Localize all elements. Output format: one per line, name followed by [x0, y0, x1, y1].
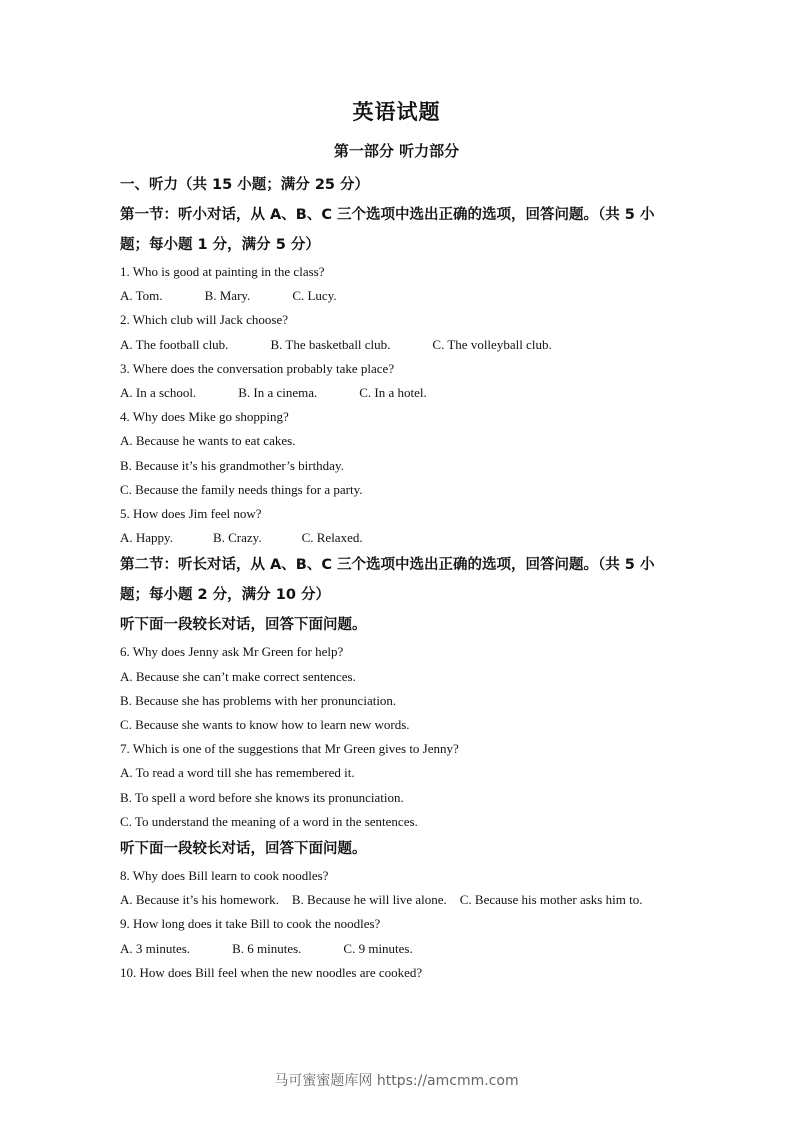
watermark-footer: 马可蜜蜜题库网 https://amcmm.com: [274, 1073, 519, 1089]
question-3: 3. Where does the conversation probably take place?: [120, 360, 395, 376]
question-9: 9. How long does it take Bill to cook the noodles?: [120, 916, 381, 932]
question-6-option-c: C. Because she wants to know how to learn new words.: [120, 717, 410, 733]
question-10: 10. How does Bill feel when the new noodles are cooked?: [120, 964, 423, 980]
question-8-options: [120, 888, 670, 912]
question-6: 6. Why does Jenny ask Mr Green for help?: [120, 644, 344, 660]
option-b: B. In a cinema.: [238, 385, 318, 401]
question-2: 2. Which club will Jack choose?: [120, 312, 288, 328]
option-b: B. Crazy.: [212, 530, 262, 546]
question-6-option-a: A. Because she can’t make correct sentences.: [120, 668, 356, 684]
option-c: C. 9 minutes.: [343, 940, 413, 956]
question-7: 7. Which is one of the suggestions that Mr Green gives to Jenny?: [120, 741, 459, 757]
option-a: A. 3 minutes.: [120, 940, 191, 956]
question-5-options: [120, 526, 680, 550]
question-7-option-a: A. To read a word till she has remembered it.: [120, 765, 355, 781]
option-a: A. Because it’s his homework.: [120, 892, 279, 908]
question-7-option-b: B. To spell a word before she knows its pronunciation.: [120, 789, 404, 805]
question-3-options: [120, 381, 680, 405]
question-1: 1. Who is good at painting in the class?: [120, 264, 325, 279]
option-c: C. In a hotel.: [359, 385, 427, 401]
dialog-heading: 听下面一段较长对话，回答下面问题。: [120, 841, 367, 858]
question-8: 8. Why does Bill learn to cook noodles?: [120, 868, 329, 884]
part-one-heading: 第一节：听小对话，从 A、B、C 三个选项中选出正确的选项，回答问题。（共 5 小题；每小题 1 分，满分 5 分）: [120, 207, 655, 253]
question-4-option-a: A. Because he wants to eat cakes.: [120, 433, 296, 449]
option-c: C. Relaxed.: [301, 530, 363, 546]
question-6-option-b: B. Because she has problems with her pronunciation.: [120, 692, 397, 708]
option-b: B. Mary.: [204, 288, 251, 304]
question-4-option-b: B. Because it’s his grandmother’s birthday.: [120, 457, 344, 473]
option-a: A. The football club.: [120, 336, 229, 352]
question-2-options: [120, 333, 680, 357]
dialog-heading: 听下面一段较长对话，回答下面问题。: [120, 617, 367, 634]
document-subtitle: 第一部分 听力部分: [333, 142, 460, 160]
question-4-option-c: C. Because the family needs things for a party.: [120, 481, 363, 497]
option-a: A. In a school.: [120, 385, 197, 401]
document-body: [120, 170, 680, 985]
question-9-options: [120, 937, 680, 961]
section-heading: 一、听力（共 15 小题；满分 25 分）: [120, 177, 370, 193]
question-7-option-c: C. To understand the meaning of a word in the sentences.: [120, 813, 418, 829]
option-b: B. 6 minutes.: [232, 940, 302, 956]
option-a: A. Happy.: [120, 530, 173, 546]
question-5: 5. How does Jim feel now?: [120, 506, 262, 522]
question-4: 4. Why does Mike go shopping?: [120, 409, 289, 425]
option-b: B. Because he will live alone.: [291, 892, 447, 908]
document-title: 英语试题: [352, 100, 441, 124]
question-1-options: [120, 284, 680, 308]
option-b: B. The basketball club.: [270, 336, 391, 352]
option-c: C. Lucy.: [292, 288, 337, 304]
option-a: A. Tom.: [120, 288, 163, 304]
part-two-heading: 第二节：听长对话，从 A、B、C 三个选项中选出正确的选项，回答问题。（共 5 小题；每小题 2 分，满分 10 分）: [120, 557, 655, 604]
option-c: C. Because his mother asks him to.: [459, 892, 643, 908]
option-c: C. The volleyball club.: [432, 336, 552, 352]
